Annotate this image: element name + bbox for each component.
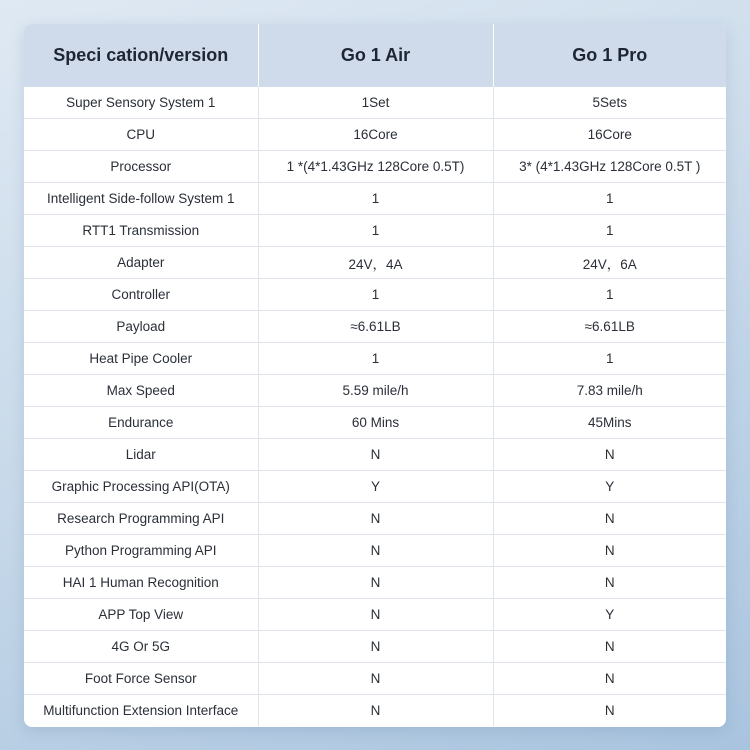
pro-value: Y	[493, 471, 726, 503]
pro-value: N	[493, 439, 726, 471]
pro-value: 7.83 mile/h	[493, 375, 726, 407]
air-value: N	[258, 535, 493, 567]
air-value: Y	[258, 471, 493, 503]
spec-label: Payload	[24, 311, 258, 343]
table-row	[24, 407, 726, 439]
spec-label: HAI 1 Human Recognition	[24, 567, 258, 599]
table-row	[24, 599, 726, 631]
table-row	[24, 567, 726, 599]
table-header-row	[24, 24, 726, 87]
spec-label: Heat Pipe Cooler	[24, 343, 258, 375]
spec-label: Python Programming API	[24, 535, 258, 567]
pro-value: Y	[493, 599, 726, 631]
table-row	[24, 663, 726, 695]
air-value: 1 *(4*1.43GHz 128Core 0.5T)	[258, 151, 493, 183]
table-row	[24, 119, 726, 151]
pro-value: 1	[493, 279, 726, 311]
pro-value: ≈6.61LB	[493, 311, 726, 343]
air-value: N	[258, 663, 493, 695]
spec-label: Adapter	[24, 247, 258, 279]
air-value: 1	[258, 343, 493, 375]
pro-value: 1	[493, 215, 726, 247]
air-value: 1Set	[258, 87, 493, 119]
table-row	[24, 695, 726, 727]
table-row	[24, 535, 726, 567]
air-value: N	[258, 631, 493, 663]
pro-value: N	[493, 535, 726, 567]
air-value: 16Core	[258, 119, 493, 151]
table-row	[24, 471, 726, 503]
air-value: N	[258, 503, 493, 535]
spec-label: Processor	[24, 151, 258, 183]
pro-value: N	[493, 567, 726, 599]
pro-value: N	[604, 703, 615, 718]
table-row	[24, 151, 726, 183]
table-row	[24, 439, 726, 471]
air-value: 1	[258, 183, 493, 215]
air-value: ≈6.61LB	[258, 311, 493, 343]
air-value: N	[258, 439, 493, 471]
spec-label: APP Top View	[24, 599, 258, 631]
header-go1-pro: Go 1 Pro	[493, 24, 726, 87]
spec-label: Foot Force Sensor	[24, 663, 258, 695]
spec-label: CPU	[24, 119, 258, 151]
air-value: 60 Mins	[258, 407, 493, 439]
table-row	[24, 183, 726, 215]
pro-value: N	[493, 503, 726, 535]
table-row	[24, 311, 726, 343]
table-row	[24, 215, 726, 247]
table-row	[24, 279, 726, 311]
spec-label: Graphic Processing API(OTA)	[24, 471, 258, 503]
table-row	[24, 343, 726, 375]
pro-value: 16Core	[493, 119, 726, 151]
air-value: 24V，4A	[258, 247, 493, 279]
spec-label: Research Programming API	[24, 503, 258, 535]
pro-value: N	[493, 663, 726, 695]
spec-label: Intelligent Side-follow System 1	[24, 183, 258, 215]
spec-label: Multifunction Extension Interface	[24, 695, 258, 727]
air-value: 1	[258, 215, 493, 247]
air-value: N	[258, 695, 493, 727]
spec-label: 4G Or 5G	[24, 631, 258, 663]
spec-comparison-table	[24, 24, 726, 726]
spec-label: Max Speed	[24, 375, 258, 407]
pro-value: 1	[493, 183, 726, 215]
spec-label: Controller	[24, 279, 258, 311]
pro-value: N	[493, 631, 726, 663]
air-value: 1	[258, 279, 493, 311]
header-specification: Speci cation/version	[24, 24, 258, 87]
pro-value: 1	[493, 343, 726, 375]
spec-label: RTT1 Transmission	[24, 215, 258, 247]
header-go1-air: Go 1 Air	[258, 24, 493, 87]
pro-value: 45Mins	[493, 407, 726, 439]
spec-label: Super Sensory System 1	[24, 87, 258, 119]
spec-label: Endurance	[24, 407, 258, 439]
table-row	[24, 87, 726, 119]
air-value: N	[258, 567, 493, 599]
table-row	[24, 631, 726, 663]
air-value: 5.59 mile/h	[258, 375, 493, 407]
table-row	[24, 375, 726, 407]
spec-label: Lidar	[24, 439, 258, 471]
spec-comparison-card	[24, 24, 726, 727]
pro-value: 3* (4*1.43GHz 128Core 0.5T )	[493, 151, 726, 183]
table-row	[24, 247, 726, 279]
pro-value: 5Sets	[493, 87, 726, 119]
air-value: N	[258, 599, 493, 631]
table-row	[24, 503, 726, 535]
pro-value: 24V，6A	[493, 247, 726, 279]
